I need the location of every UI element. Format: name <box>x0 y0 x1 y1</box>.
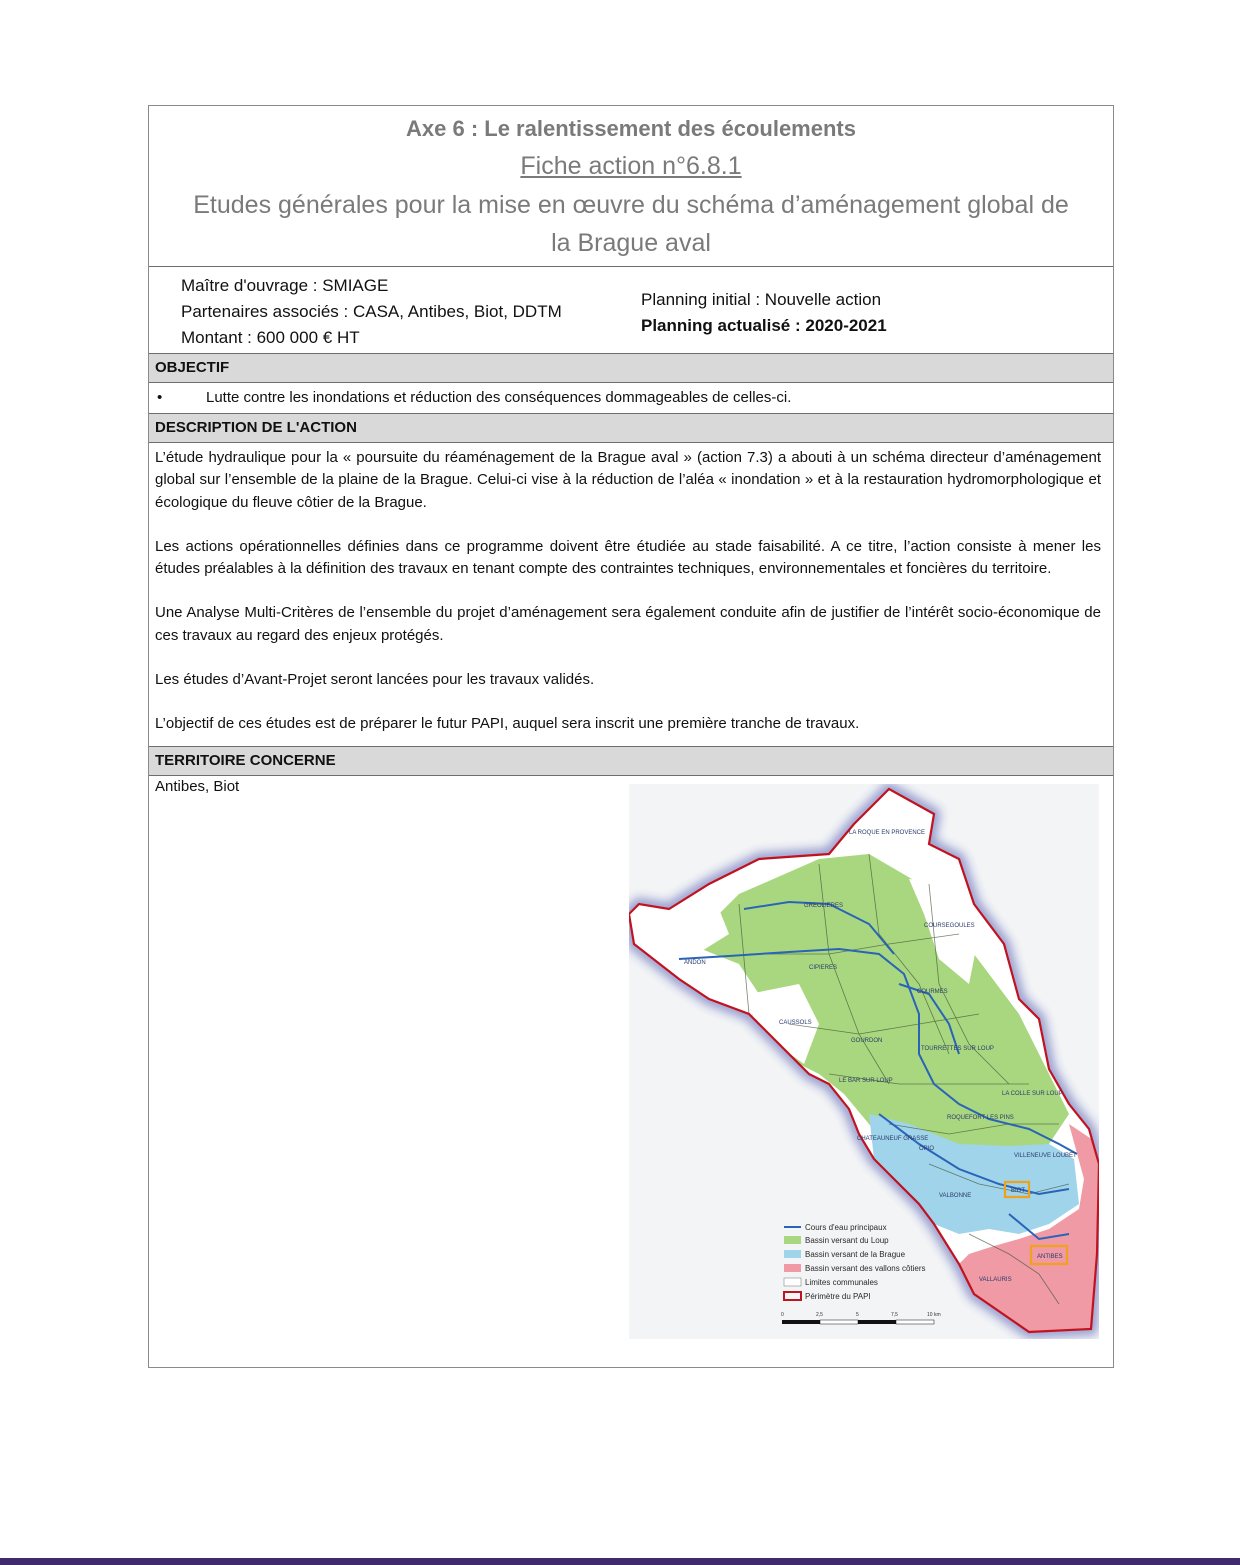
meta-block <box>149 267 1113 354</box>
commune-label: COURSEGOULES <box>924 922 975 929</box>
description-paragraph: L’étude hydraulique pour la « poursuite du réaménagement de la Brague aval » (action 7.3) a abouti à un schéma directeur d’aménagement global sur l’ensemble de la plaine de la Brague. Celui-ci vise à la réduction de l’aléa « inondation » et à la restauration hydromorphologique et écologique du fleuve côtier de la Brague. <box>155 449 1101 511</box>
sheet-header <box>149 106 1113 267</box>
action-title <box>149 186 1113 262</box>
maitre-ouvrage: Maître d'ouvrage : SMIAGE <box>181 276 389 295</box>
scale-label: 7,5 <box>891 1311 898 1318</box>
planning-actualise: Planning actualisé : 2020-2021 <box>641 316 887 335</box>
montant: Montant : 600 000 € HT <box>181 328 360 347</box>
territoire-heading: TERRITOIRE CONCERNE <box>149 747 1113 776</box>
meta-left <box>181 273 562 351</box>
description-paragraph: Les études d’Avant-Projet seront lancées pour les travaux validés. <box>155 671 595 689</box>
legend-label: Bassin versant des vallons côtiers <box>805 1263 926 1273</box>
commune-label: LA COLLE SUR LOUP <box>1002 1090 1063 1097</box>
map-svg <box>629 784 1099 1339</box>
legend-label: Bassin versant du Loup <box>805 1235 889 1245</box>
scale-label: 2,5 <box>816 1311 823 1318</box>
commune-label: BIOT <box>1011 1187 1026 1194</box>
commune-label: VILLENEUVE LOUBET <box>1014 1152 1077 1159</box>
objectif-item <box>149 383 1113 414</box>
objectif-text: Lutte contre les inondations et réduction des conséquences dommageables de celles-ci. <box>206 389 792 406</box>
description-paragraph: L’objectif de ces études est de préparer le futur PAPI, auquel sera inscrit une première tranche de travaux. <box>155 715 860 733</box>
commune-label: TOURRETTES SUR LOUP <box>921 1045 994 1052</box>
papi-map <box>629 784 1099 1339</box>
legend-label: Bassin versant de la Brague <box>805 1249 906 1259</box>
commune-label: CIPIERES <box>809 964 838 971</box>
partenaires: Partenaires associés : CASA, Antibes, Biot, DDTM <box>181 302 562 321</box>
commune-label: GREOLIERES <box>804 902 844 909</box>
description-heading: DESCRIPTION DE L'ACTION <box>149 414 1113 443</box>
meta-right <box>641 287 887 339</box>
map-legend <box>784 1223 926 1301</box>
commune-label: ANDON <box>684 959 706 966</box>
commune-label: GOURDON <box>851 1037 883 1044</box>
description-paragraph: Une Analyse Multi-Critères de l’ensemble du projet d’aménagement sera également conduite afin de justifier de l’intérêt socio-économique de ces travaux au regard des enjeux protégés. <box>155 604 1101 644</box>
action-title-line2: la Brague aval <box>551 229 711 257</box>
commune-label: CHATEAUNEUF GRASSE <box>857 1135 929 1142</box>
fiche-number: Fiche action n°6.8.1 <box>520 152 742 180</box>
scale-label: 10 km <box>927 1311 941 1318</box>
commune-label: CAUSSOLS <box>779 1019 812 1026</box>
legend-label: Limites communales <box>805 1277 878 1287</box>
commune-label: LA ROQUE EN PROVENCE <box>849 829 926 836</box>
commune-label: LE BAR SUR LOUP <box>839 1077 893 1084</box>
axe-title: Axe 6 : Le ralentissement des écoulements <box>406 116 856 141</box>
commune-label: VALBONNE <box>939 1192 972 1199</box>
territoire-body <box>149 776 1113 1348</box>
legend-label: Cours d'eau principaux <box>805 1222 887 1232</box>
commune-label: VALLAURIS <box>979 1276 1012 1283</box>
action-sheet <box>148 105 1114 1368</box>
territoire-text: Antibes, Biot <box>155 777 240 795</box>
commune-label: ROQUEFORT LES PINS <box>947 1114 1014 1121</box>
commune-label: OPIO <box>919 1145 935 1152</box>
page-bottom-bar <box>0 1558 1240 1565</box>
planning-initial: Planning initial : Nouvelle action <box>641 290 882 309</box>
description-body <box>149 443 1113 747</box>
scale-label: 5 <box>856 1311 859 1318</box>
scale-bar <box>781 1312 941 1324</box>
commune-label: COURMES <box>917 988 948 995</box>
bullet: • <box>157 389 163 406</box>
legend-label: Périmètre du PAPI <box>805 1291 871 1301</box>
commune-label: ANTIBES <box>1037 1253 1063 1260</box>
objectif-heading: OBJECTIF <box>149 354 1113 383</box>
action-title-line1: Etudes générales pour la mise en œuvre du schéma d’aménagement global de <box>193 191 1069 219</box>
scale-label: 0 <box>781 1311 784 1318</box>
description-paragraph: Les actions opérationnelles définies dans ce programme doivent être étudiée au stade faisabilité. A ce titre, l’action consiste à mener les études préalables à la définition des travaux en tenant compte des contraintes techniques, environnementales et foncières du territoire. <box>155 537 1101 578</box>
